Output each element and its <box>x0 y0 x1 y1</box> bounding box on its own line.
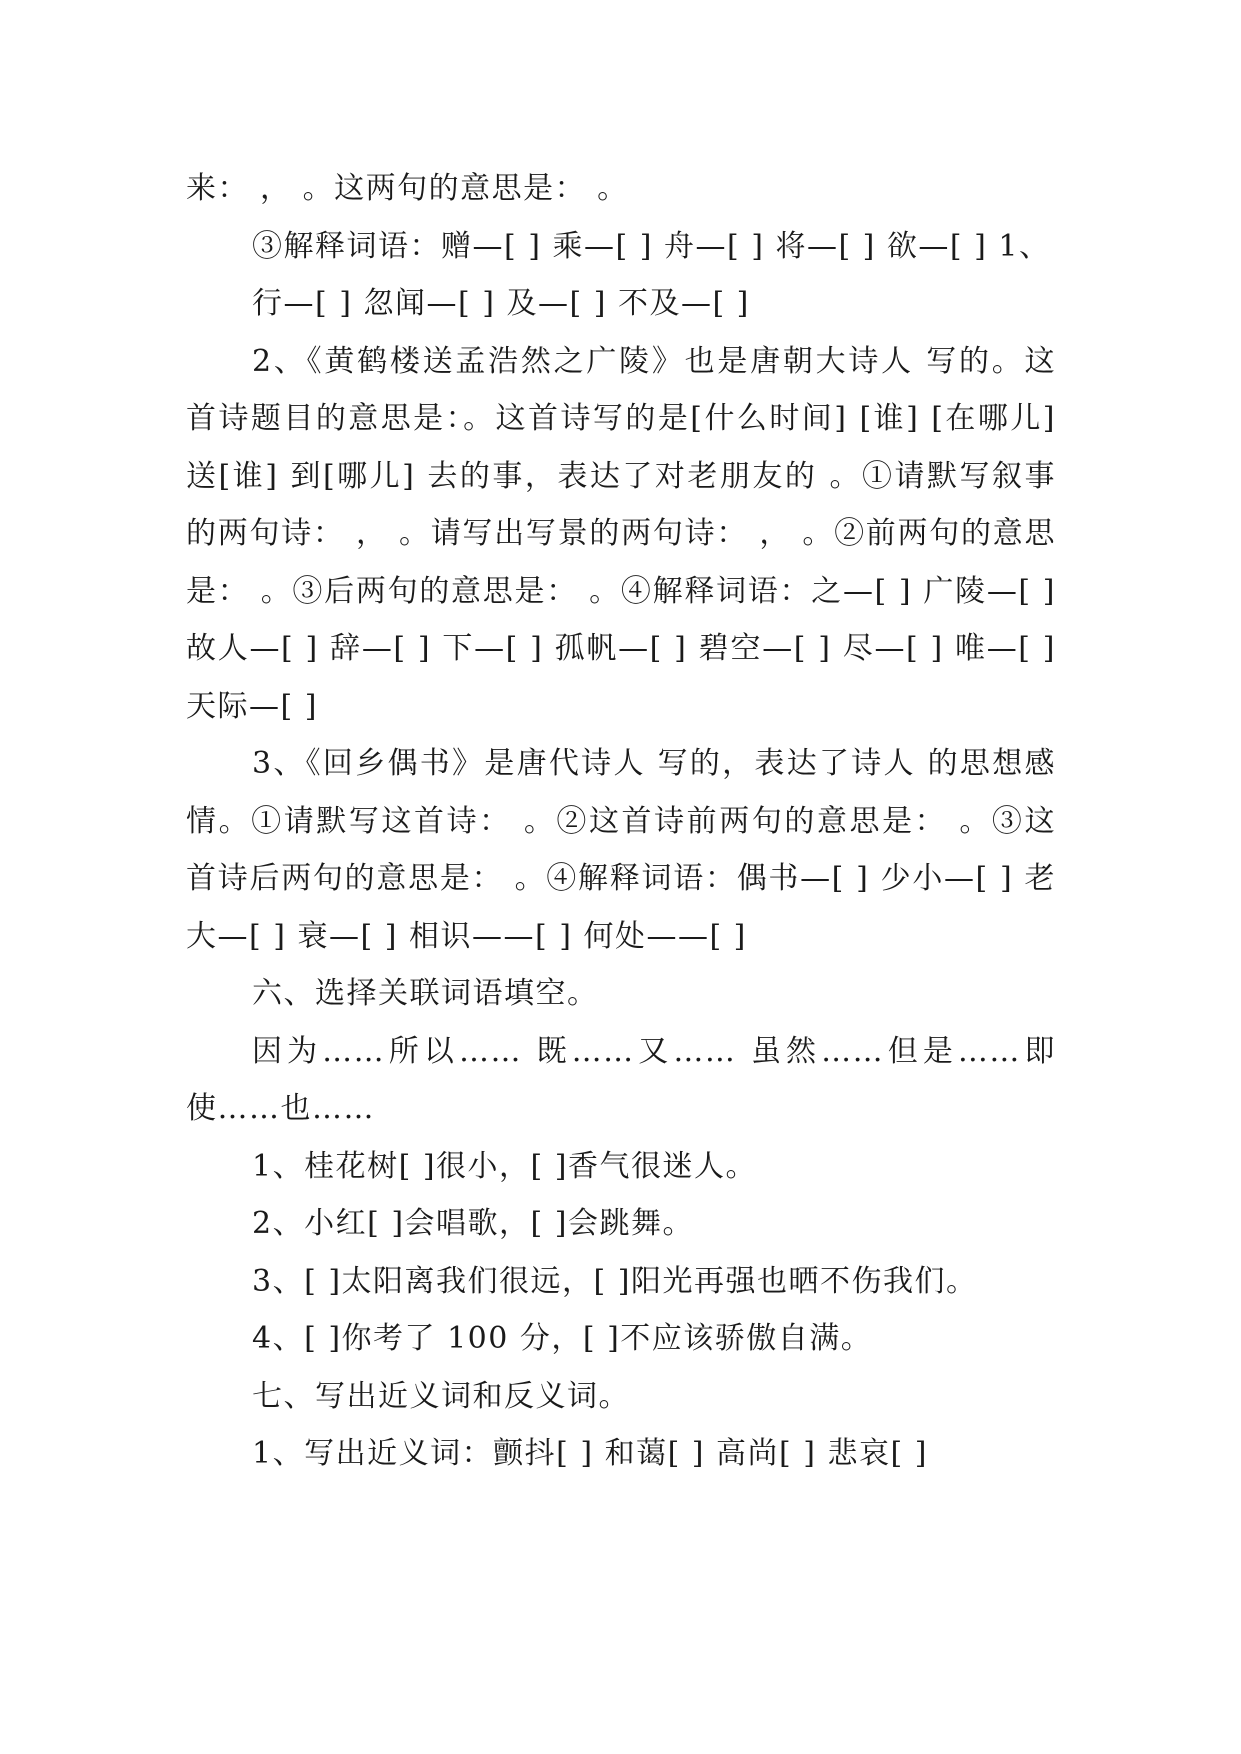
paragraph-7: 因为……所以…… 既……又…… 虽然……但是……即使……也…… <box>186 1033 1056 1126</box>
paragraph-3: 行—[ ] 忽闻—[ ] 及—[ ] 不及—[ ] <box>252 286 750 321</box>
question-1: 1、桂花树[ ]很小，[ ]香气很迷人。 <box>252 1148 757 1184</box>
paragraph-5: 3、《回乡偶书》是唐代诗人 写的，表达了诗人 的思想感情。①请默写这首诗： 。②这首诗前两句的意思是： 。③这首诗后两句的意思是： 。④解释词语：偶书—[ ] 少小—[ ] 老大—[ ] 衰—[ ] 相识——[ ] 何处——[ ] <box>186 746 1056 954</box>
question-2: 2、小红[ ]会唱歌，[ ]会跳舞。 <box>252 1206 694 1241</box>
synonym-question-1: 1、写出近义词：颤抖[ ] 和蔼[ ] 高尚[ ] 悲哀[ ] <box>252 1436 928 1471</box>
section-heading-7: 七、写出近义词和反义词。 <box>252 1378 630 1414</box>
section-heading-6: 六、选择关联词语填空。 <box>252 976 599 1011</box>
question-3: 3、[ ]太阳离我们很远，[ ]阳光再强也晒不伤我们。 <box>252 1263 978 1299</box>
document-body <box>186 160 1056 1483</box>
question-4: 4、[ ]你考了 100 分，[ ]不应该骄傲自满。 <box>252 1321 873 1356</box>
paragraph-2: ③解释词语：赠—[ ] 乘—[ ] 舟—[ ] 将—[ ] 欲—[ ] 1、 <box>252 228 1051 264</box>
paragraph-4: 2、《黄鹤楼送孟浩然之广陵》也是唐朝大诗人 写的。这首诗题目的意思是：。这首诗写的是[什么时间] [谁] [在哪儿] 送[谁] 到[哪儿] 去的事，表达了对老朋友的 。①请默写叙事的两句诗： ， 。请写出写景的两句诗： ， 。②前两句的意思是： 。③后两句的意思是： 。④解释词语：之—[ ] 广陵—[ ] 故人—[ ] 辞—[ ] 下—[ ] 孤帆—[ ] 碧空—[ ] 尽—[ ] 唯—[ ] 天际—[ ] <box>186 343 1056 724</box>
paragraph-1: 来： ， 。这两句的意思是： 。 <box>186 171 629 206</box>
